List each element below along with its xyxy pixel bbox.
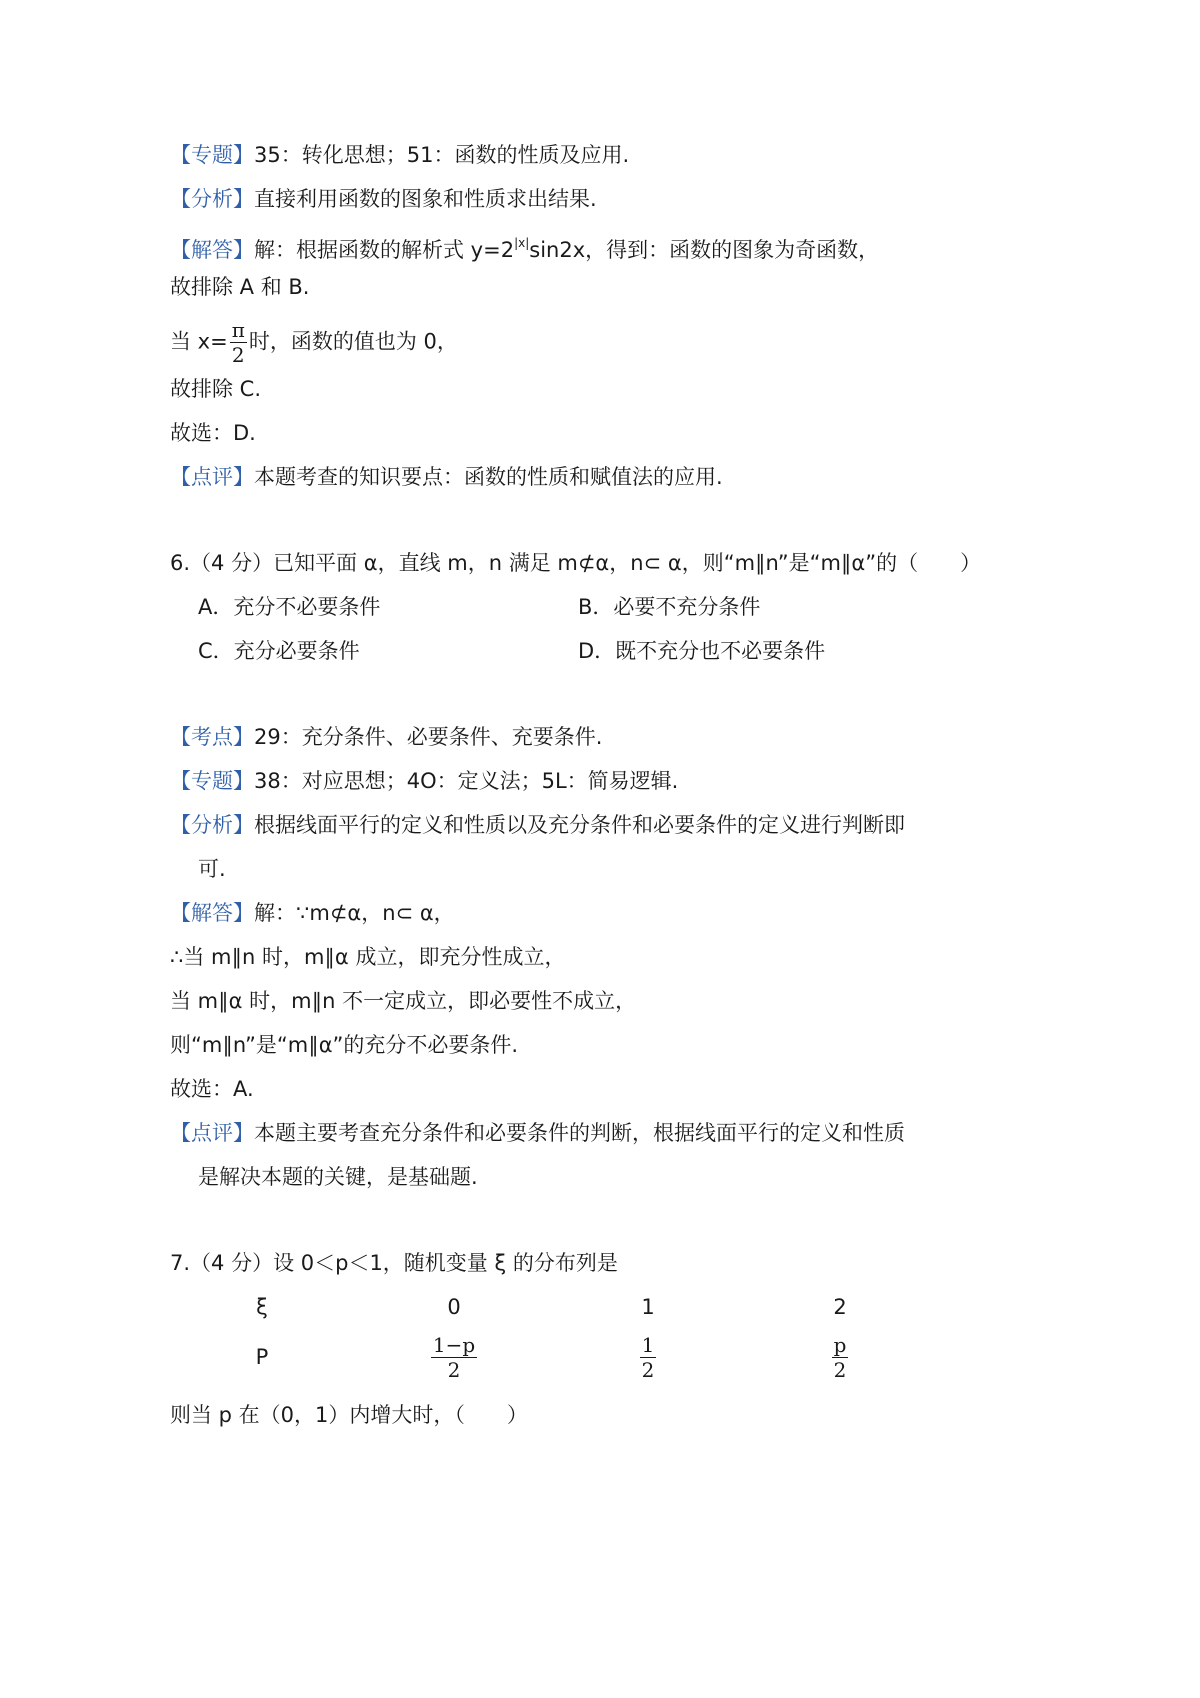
q6-option-a: A．充分不必要条件 (198, 595, 381, 619)
when-x-line (170, 318, 458, 367)
q6-solution-line-2: 当 m∥α 时，m∥n 不一定成立，即必要性不成立， (170, 989, 637, 1013)
q6-solution-line-3: 则“m∥n”是“m∥α”的充分不必要条件. (170, 1033, 519, 1057)
q7-tail: 则当 p 在（0，1）内增大时，（ ） (170, 1403, 528, 1427)
jieda-tag: 【解答】 (170, 901, 254, 925)
table-cell-xi-1: 1 (641, 1295, 655, 1319)
table-cell-p-1 (618, 1333, 678, 1382)
q6-dianping-line (170, 1118, 905, 1148)
fraction-numerator: 1−p (432, 1333, 476, 1357)
when-pre: 当 x= (170, 329, 228, 354)
fenxi-tag: 【分析】 (170, 813, 254, 837)
fraction-denominator: 2 (231, 343, 245, 367)
q6-fenxi-line (170, 810, 905, 840)
fenxi-text: 直接利用函数的图象和性质求出结果. (254, 187, 597, 211)
q6-zhuanti-line (170, 766, 678, 796)
fraction (832, 1333, 849, 1382)
table-cell-xi-0: 0 (447, 1295, 461, 1319)
q6-dianping-line-2: 是解决本题的关键，是基础题. (198, 1165, 478, 1189)
fraction-denominator: 2 (641, 1358, 655, 1382)
fraction-numerator: p (833, 1333, 847, 1357)
q6-solution-line-1: ∴当 m∥n 时，m∥α 成立，即充分性成立， (170, 945, 566, 969)
zhuanti-tag: 【专题】 (170, 769, 254, 793)
zhuanti-text: 38：对应思想；4O：定义法；5L：简易逻辑. (254, 769, 679, 793)
q6-fenxi-line-2: 可. (198, 857, 226, 881)
dianping-line-1 (170, 462, 723, 492)
choose-d-line: 故选：D. (170, 421, 256, 445)
fraction (431, 1333, 477, 1382)
q6-option-d: D．既不充分也不必要条件 (578, 639, 826, 663)
zhuanti-tag: 【专题】 (170, 143, 254, 167)
fenxi-text: 根据线面平行的定义和性质以及充分条件和必要条件的定义进行判断即 (254, 813, 905, 837)
dianping-text: 本题主要考查充分条件和必要条件的判断，根据线面平行的定义和性质 (254, 1121, 905, 1145)
table-cell-p-0 (414, 1333, 494, 1382)
when-post: 时，函数的值也为 0， (248, 329, 458, 354)
jieda-tag: 【解答】 (170, 238, 254, 262)
dianping-tag: 【点评】 (170, 1121, 254, 1145)
fraction-denominator: 2 (447, 1358, 461, 1382)
q7-stem: 7.（4 分）设 0＜p＜1，随机变量 ξ 的分布列是 (170, 1251, 618, 1275)
dianping-text: 本题考查的知识要点：函数的性质和赋值法的应用. (254, 465, 723, 489)
jieda-pre: 解：根据函数的解析式 y=2 (254, 238, 515, 262)
q6-jieda-line (170, 898, 455, 928)
q6-solution-line-4: 故选：A. (170, 1077, 254, 1101)
kaodian-text: 29：充分条件、必要条件、充要条件. (254, 725, 603, 749)
jieda-line-1 (170, 228, 879, 265)
zhuanti-line-1 (170, 140, 629, 170)
q6-option-b: B．必要不充分条件 (578, 595, 761, 619)
table-label-p: P (255, 1345, 269, 1369)
exclude-c-line: 故排除 C. (170, 377, 262, 401)
fraction (640, 1333, 657, 1382)
fraction-numerator: π (231, 318, 245, 342)
fenxi-line-1 (170, 184, 597, 214)
table-cell-xi-2: 2 (833, 1295, 847, 1319)
kaodian-tag: 【考点】 (170, 725, 254, 749)
exponent: |x| (514, 236, 530, 250)
q6-stem: 6.（4 分）已知平面 α，直线 m，n 满足 m⊄α，n⊂ α，则“m∥n”是“m∥α”的（ ） (170, 551, 982, 575)
pi-over-2-fraction (230, 318, 247, 367)
jieda-text: 解：∵m⊄α，n⊂ α， (254, 901, 455, 925)
table-cell-p-2 (810, 1333, 870, 1382)
fenxi-tag: 【分析】 (170, 187, 254, 211)
fraction-denominator: 2 (833, 1358, 847, 1382)
jieda-post: sin2x，得到：函数的图象为奇函数， (529, 238, 880, 262)
fraction-numerator: 1 (641, 1333, 655, 1357)
q6-kaodian-line (170, 722, 602, 752)
dianping-tag: 【点评】 (170, 465, 254, 489)
table-label-xi: ξ (256, 1295, 268, 1319)
exclude-ab-line: 故排除 A 和 B. (170, 275, 310, 299)
zhuanti-text: 35：转化思想；51：函数的性质及应用. (254, 143, 630, 167)
q6-option-c: C．充分必要条件 (198, 639, 360, 663)
